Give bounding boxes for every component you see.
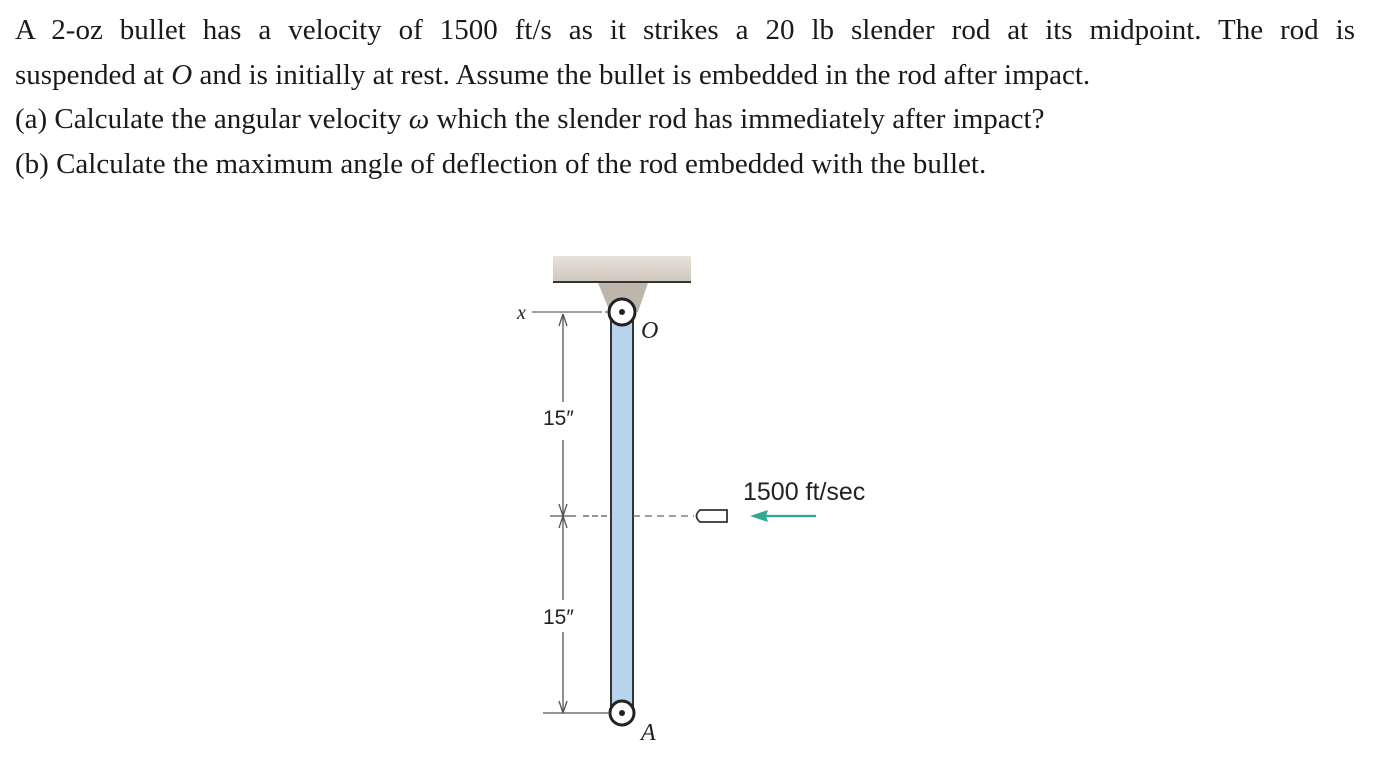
label-a: A [641, 720, 656, 746]
dimension-lines [543, 314, 611, 713]
bullet [697, 510, 728, 522]
velocity-label: 1500 ft/sec [743, 478, 866, 506]
label-x: x [517, 302, 526, 324]
problem-line-1: A 2-oz bullet has a velocity of 1500 ft/s as it strikes a 20 lb slender rod at its midpoint. The rod is [15, 14, 1355, 46]
pin-a-center [619, 710, 625, 716]
problem-line-2-text-end: and is initially at rest. Assume the bullet is embedded in the rod after impact. [192, 58, 1091, 91]
ceiling-support [553, 256, 691, 282]
dimension-lower: 15″ [543, 606, 574, 629]
question-a-text-end: which the slender rod has immediately after impact? [429, 103, 1045, 135]
dimension-upper: 15″ [543, 407, 574, 430]
pivot-pin-o-center [619, 309, 625, 315]
label-o: O [641, 318, 659, 344]
velocity-arrow-head [750, 510, 768, 522]
slender-rod [611, 312, 633, 714]
pivot-variable: O [171, 58, 193, 91]
question-b: (b) Calculate the maximum angle of deflection of the rod embedded with the bullet. [15, 147, 987, 180]
question-a-text: (a) Calculate the angular velocity [15, 103, 409, 135]
omega-variable: ω [408, 103, 430, 135]
problem-line-2-text: suspended at [15, 58, 172, 91]
